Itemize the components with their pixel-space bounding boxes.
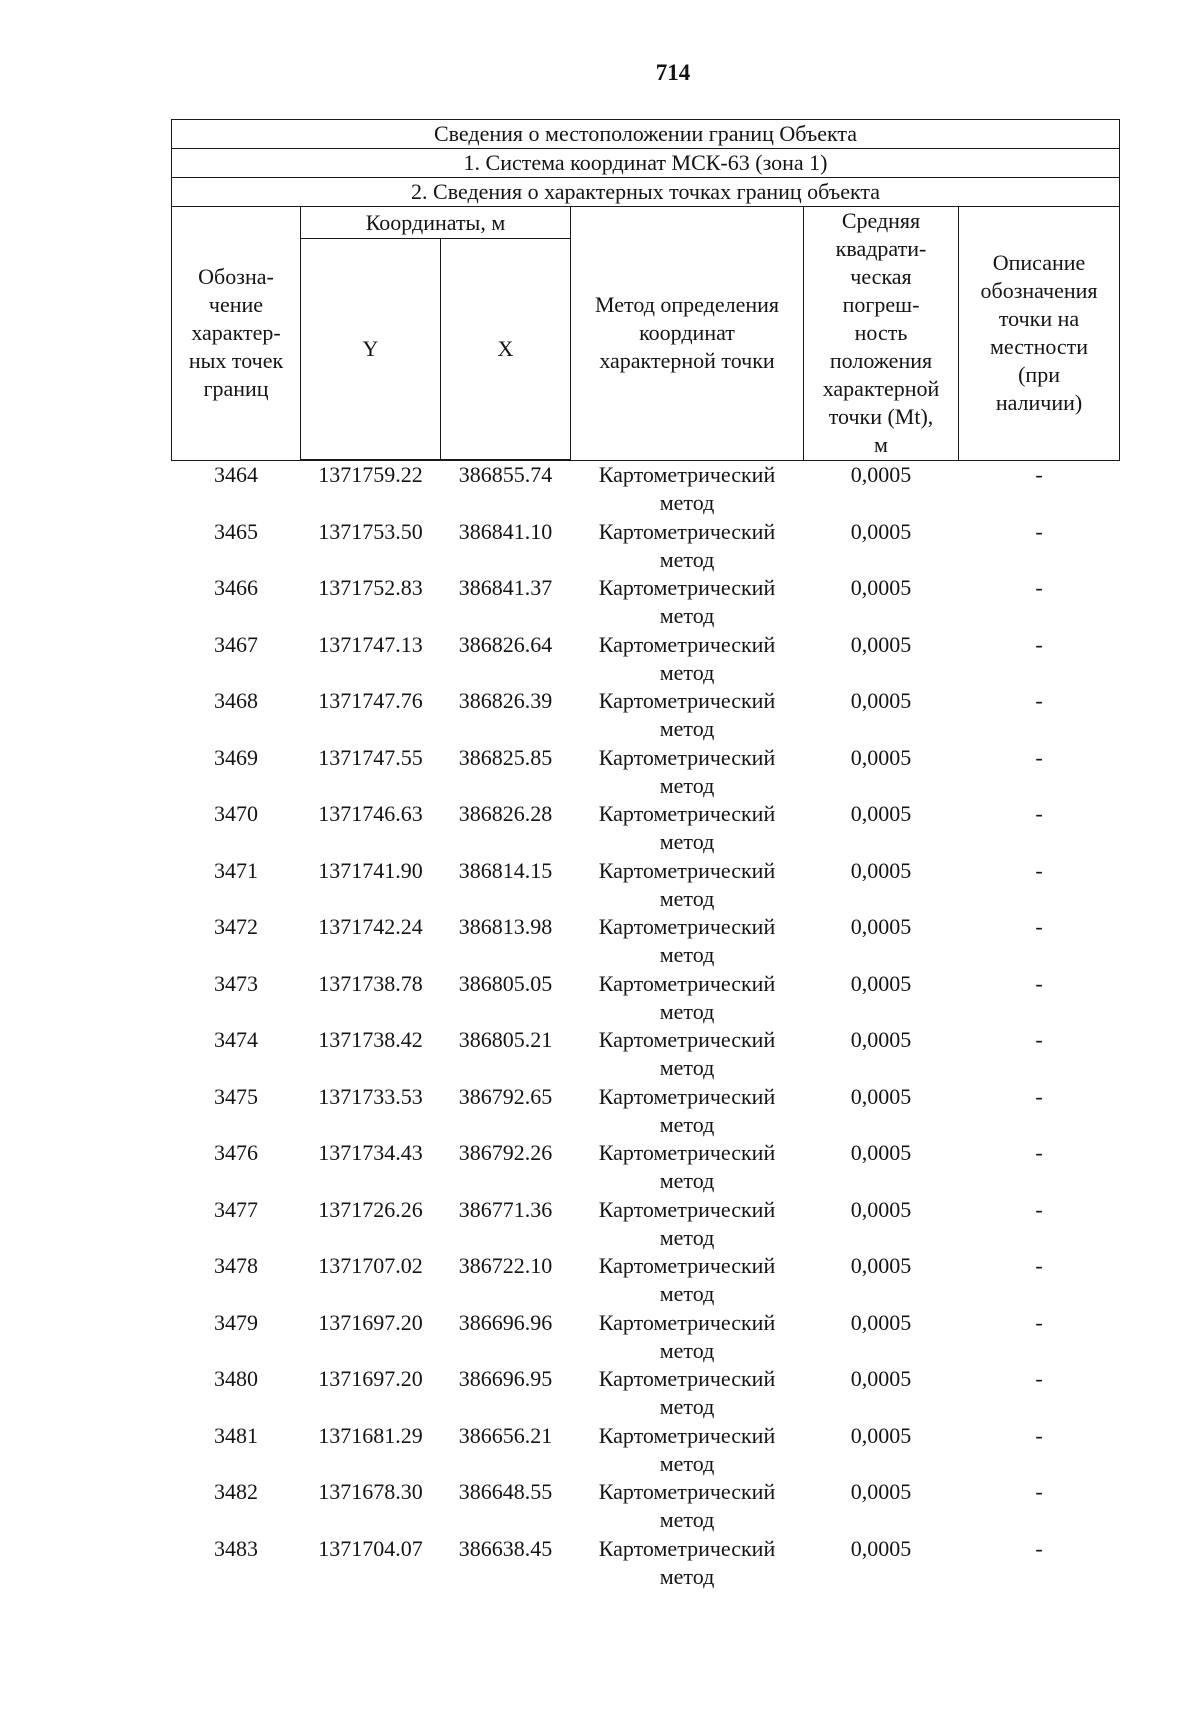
- method: Картометрический метод: [598, 1196, 776, 1250]
- coordinate-system: 1. Система координат МСК-63 (зона 1): [172, 149, 1120, 178]
- table-row: [172, 1478, 1120, 1535]
- boundary-points-table: [171, 119, 1120, 1591]
- coord-x: 386813.98: [458, 914, 553, 939]
- coord-x: 386805.05: [458, 970, 553, 996]
- coord-x: 386814.15: [458, 857, 553, 883]
- table-row: [172, 913, 1120, 970]
- point-id: 3480: [214, 1366, 258, 1391]
- point-id: 3476: [214, 1140, 258, 1165]
- coord-x: 386696.96: [458, 1309, 553, 1335]
- description: -: [1035, 1083, 1043, 1109]
- method: Картометрический метод: [598, 1083, 776, 1137]
- point-id: 3472: [214, 914, 258, 939]
- table-row: [172, 631, 1120, 688]
- method: Картометрический метод: [598, 970, 776, 1024]
- description: -: [1035, 1309, 1043, 1335]
- method: Картометрический метод: [598, 914, 776, 967]
- table-row: [172, 1422, 1120, 1479]
- error-value: 0,0005: [850, 1309, 912, 1335]
- description: -: [1035, 1479, 1043, 1504]
- method: Картометрический метод: [598, 1535, 776, 1589]
- table-row: [172, 1535, 1120, 1592]
- method: Картометрический метод: [598, 857, 776, 911]
- method: Картометрический метод: [598, 575, 776, 628]
- col-desc-header: Описание обозначения точки на местности (при наличии): [959, 207, 1120, 461]
- coord-y: 1371747.55: [318, 744, 423, 770]
- table-body: [172, 460, 1120, 1591]
- method: Картометрический метод: [598, 518, 776, 572]
- description: -: [1035, 1140, 1043, 1165]
- coord-x: 386696.95: [458, 1366, 553, 1391]
- coord-y: 1371704.07: [318, 1535, 423, 1561]
- coord-x: 386771.36: [458, 1196, 553, 1222]
- table-title: Сведения о местоположении границ Объекта: [172, 120, 1120, 149]
- point-id: 3478: [214, 1253, 258, 1278]
- error-value: 0,0005: [850, 1253, 912, 1278]
- table-row: [172, 460, 1120, 518]
- coord-y: 1371697.20: [318, 1366, 423, 1391]
- coord-x: 386825.85: [458, 744, 553, 770]
- description: -: [1035, 970, 1043, 996]
- point-id: 3473: [214, 970, 258, 996]
- point-id: 3477: [214, 1196, 258, 1222]
- col-method-header: Метод определения координат характерной точки: [571, 207, 804, 461]
- table-row: [172, 1196, 1120, 1253]
- table-row: [172, 744, 1120, 801]
- error-value: 0,0005: [850, 1366, 912, 1391]
- col-point-header: Обозна- чение характер- ных точек границ: [172, 207, 301, 461]
- coord-x: 386638.45: [458, 1535, 553, 1561]
- coord-y: 1371746.63: [318, 801, 423, 826]
- description: -: [1035, 518, 1043, 544]
- description: -: [1035, 1196, 1043, 1222]
- method: Картометрический метод: [598, 461, 776, 515]
- description: -: [1035, 801, 1043, 826]
- coord-x: 386792.65: [458, 1083, 553, 1109]
- coord-x: 386855.74: [458, 462, 553, 487]
- table-row: [172, 574, 1120, 631]
- coord-y: 1371738.78: [318, 970, 423, 996]
- method: Картометрический метод: [598, 1253, 776, 1306]
- point-id: 3470: [214, 801, 258, 826]
- coord-x: 386826.39: [458, 688, 553, 713]
- error-value: 0,0005: [850, 518, 912, 544]
- error-value: 0,0005: [850, 688, 912, 713]
- col-error-header: Средняя квадрати- ческая погреш- ность положения характерной точки (Mt), м: [804, 207, 959, 461]
- coord-y: 1371738.42: [318, 1027, 423, 1052]
- method: Картометрический метод: [598, 801, 776, 854]
- error-value: 0,0005: [850, 1535, 912, 1561]
- description: -: [1035, 1253, 1043, 1278]
- error-value: 0,0005: [850, 1422, 912, 1448]
- description: -: [1035, 575, 1043, 600]
- method: Картометрический метод: [598, 1027, 776, 1080]
- col-y-header: Y: [301, 239, 441, 461]
- error-value: 0,0005: [850, 1196, 912, 1222]
- error-value: 0,0005: [850, 801, 912, 826]
- point-id: 3468: [214, 688, 258, 713]
- section-title: 2. Сведения о характерных точках границ объекта: [172, 178, 1120, 207]
- coord-y: 1371681.29: [318, 1422, 423, 1448]
- table-row: [172, 518, 1120, 575]
- method: Картометрический метод: [598, 1479, 776, 1532]
- table-header: [172, 120, 1120, 461]
- point-id: 3465: [214, 518, 258, 544]
- table-row: [172, 687, 1120, 744]
- error-value: 0,0005: [850, 914, 912, 939]
- method: Картометрический метод: [598, 631, 776, 685]
- error-value: 0,0005: [850, 857, 912, 883]
- coord-y: 1371707.02: [318, 1253, 423, 1278]
- error-value: 0,0005: [850, 970, 912, 996]
- point-id: 3479: [214, 1309, 258, 1335]
- method: Картометрический метод: [598, 1422, 776, 1476]
- coord-x: 386841.37: [458, 575, 553, 600]
- col-coords-header: Координаты, м: [301, 207, 571, 239]
- description: -: [1035, 1366, 1043, 1391]
- error-value: 0,0005: [850, 631, 912, 657]
- method: Картометрический метод: [598, 1140, 776, 1193]
- error-value: 0,0005: [850, 461, 912, 487]
- error-value: 0,0005: [850, 744, 912, 770]
- method: Картометрический метод: [598, 744, 776, 798]
- coord-y: 1371747.13: [318, 631, 423, 657]
- error-value: 0,0005: [850, 575, 912, 600]
- point-id: 3482: [214, 1479, 258, 1504]
- point-id: 3483: [214, 1535, 258, 1561]
- coord-x: 386826.64: [458, 631, 553, 657]
- point-id: 3467: [214, 631, 258, 657]
- coord-x: 386722.10: [458, 1253, 553, 1278]
- table-row: [172, 800, 1120, 857]
- coord-y: 1371734.43: [318, 1140, 423, 1165]
- error-value: 0,0005: [850, 1140, 912, 1165]
- coord-x: 386792.26: [458, 1140, 553, 1165]
- description: -: [1035, 1027, 1043, 1052]
- description: -: [1035, 688, 1043, 713]
- table-row: [172, 1252, 1120, 1309]
- table-row: [172, 970, 1120, 1027]
- error-value: 0,0005: [850, 1083, 912, 1109]
- point-id: 3474: [214, 1027, 258, 1052]
- error-value: 0,0005: [850, 1027, 912, 1052]
- table-row: [172, 1365, 1120, 1422]
- table-row: [172, 857, 1120, 914]
- description: -: [1035, 1535, 1043, 1561]
- method: Картометрический метод: [598, 1366, 776, 1419]
- table-row: [172, 1309, 1120, 1366]
- point-id: 3475: [214, 1083, 258, 1109]
- point-id: 3464: [214, 461, 258, 487]
- table-row: [172, 1139, 1120, 1196]
- point-id: 3471: [214, 857, 258, 883]
- description: -: [1035, 631, 1043, 657]
- coord-y: 1371678.30: [318, 1479, 423, 1504]
- point-id: 3469: [214, 744, 258, 770]
- table-row: [172, 1083, 1120, 1140]
- coord-x: 386826.28: [458, 801, 553, 826]
- coord-y: 1371733.53: [318, 1083, 423, 1109]
- coord-y: 1371752.83: [318, 575, 423, 600]
- coord-x: 386841.10: [458, 518, 553, 544]
- coord-y: 1371753.50: [318, 518, 423, 544]
- description: -: [1035, 744, 1043, 770]
- coord-y: 1371742.24: [318, 914, 423, 939]
- coord-y: 1371759.22: [318, 462, 423, 487]
- method: Картометрический метод: [598, 688, 776, 741]
- point-id: 3481: [214, 1422, 258, 1448]
- coord-x: 386656.21: [458, 1422, 553, 1448]
- coord-y: 1371726.26: [318, 1196, 423, 1222]
- coord-y: 1371697.20: [318, 1309, 423, 1335]
- point-id: 3466: [214, 575, 258, 600]
- method: Картометрический метод: [598, 1309, 776, 1363]
- coord-x: 386805.21: [458, 1027, 553, 1052]
- description: -: [1035, 914, 1043, 939]
- coord-y: 1371747.76: [318, 688, 423, 713]
- description: -: [1035, 1422, 1043, 1448]
- description: -: [1035, 461, 1043, 487]
- coord-x: 386648.55: [458, 1479, 553, 1504]
- page-number: 714: [655, 60, 691, 85]
- table-row: [172, 1026, 1120, 1083]
- col-x-header: X: [441, 239, 571, 461]
- error-value: 0,0005: [850, 1479, 912, 1504]
- description: -: [1035, 857, 1043, 883]
- coord-y: 1371741.90: [318, 857, 423, 883]
